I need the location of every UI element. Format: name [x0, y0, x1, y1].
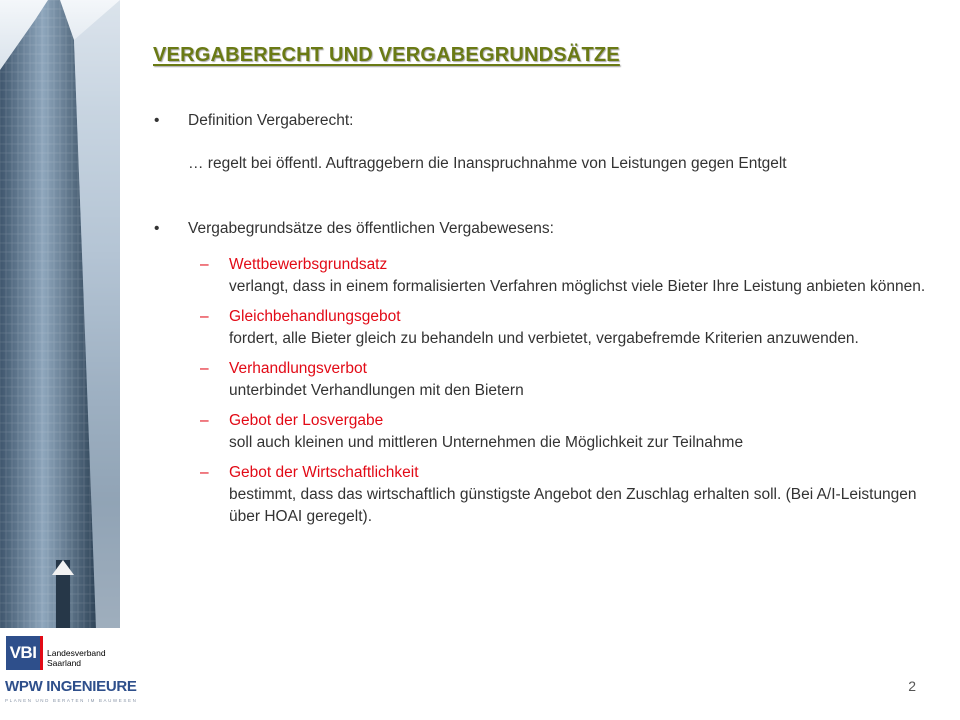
company-logo: WPW INGENIEURE: [5, 678, 137, 695]
vbi-logo: VBI: [6, 636, 40, 670]
dash-marker: –: [200, 464, 209, 481]
company-tagline: PLANEN UND BERATEN IM BAUWESEN: [5, 698, 138, 703]
skyscraper-photo: [0, 0, 120, 628]
principle-description: unterbindet Verhandlungen mit den Bietern: [229, 382, 524, 399]
vbi-logo-accent: [40, 636, 43, 670]
principles-list: [150, 254, 930, 528]
principle-title: Gleichbehandlungsgebot: [229, 308, 401, 325]
bullet-definition: [150, 110, 930, 175]
dash-marker: –: [200, 308, 209, 325]
skyscraper-illustration: [0, 0, 120, 628]
association-label: [47, 648, 106, 668]
principle-description: verlangt, dass in einem formalisierten Verfahren möglichst viele Bieter Ihre Leistung anbieten können.: [229, 278, 926, 295]
bullet-principles: [150, 218, 930, 240]
page-title: VERGABERECHT UND VERGABEGRUNDSÄTZE: [153, 44, 620, 66]
page-number: 2: [908, 678, 916, 694]
principle-title: Gebot der Losvergabe: [229, 412, 384, 429]
principle-description: fordert, alle Bieter gleich zu behandeln und verbietet, vergabefremde Kriterien anzuwenden.: [229, 330, 859, 347]
principle-description: soll auch kleinen und mittleren Unternehmen die Möglichkeit zur Teilnahme: [229, 434, 744, 451]
bullet-text: Vergabegrundsätze des öffentlichen Vergabewesens:: [188, 220, 554, 237]
list-item: [150, 358, 930, 402]
bullet-text: Definition Vergaberecht:: [188, 112, 354, 129]
dash-marker: –: [200, 256, 209, 273]
principle-title: Wettbewerbsgrundsatz: [229, 256, 388, 273]
bullet-marker: •: [154, 220, 160, 237]
list-item: [150, 410, 930, 454]
list-item: [150, 254, 930, 298]
list-item: [150, 462, 930, 528]
principle-description: bestimmt, dass das wirtschaftlich günstigste Angebot den Zuschlag erhalten soll. (Bei A/I-Leistungen über HOAI geregelt).: [229, 486, 917, 525]
slide-content: [150, 110, 930, 536]
dash-marker: –: [200, 412, 209, 429]
principle-title: Gebot der Wirtschaftlichkeit: [229, 464, 419, 481]
association-line-2: Saarland: [47, 658, 82, 668]
dash-marker: –: [200, 360, 209, 377]
definition-text: … regelt bei öffentl. Auftraggebern die Inanspruchnahme von Leistungen gegen Entgelt: [188, 155, 787, 172]
principle-title: Verhandlungsverbot: [229, 360, 367, 377]
bullet-marker: •: [154, 112, 160, 129]
list-item: [150, 306, 930, 350]
association-line-1: Landesverband: [47, 648, 106, 658]
